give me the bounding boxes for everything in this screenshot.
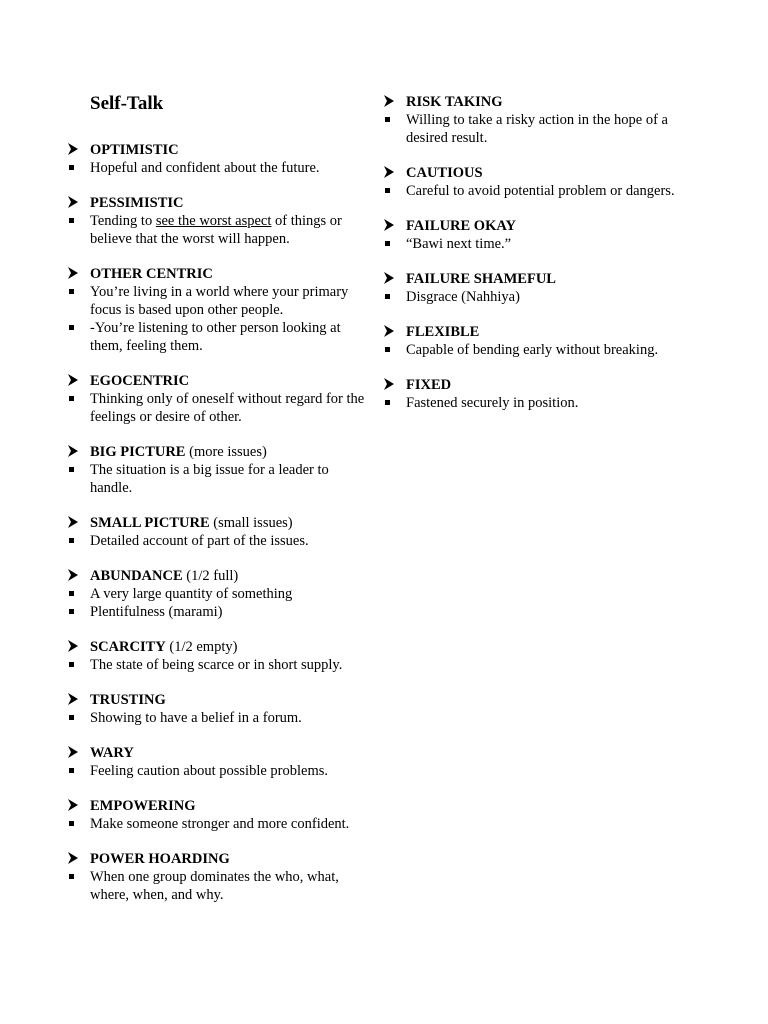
arrow-bullet-icon — [67, 568, 79, 582]
definition-text: Showing to have a belief in a forum. — [90, 710, 302, 726]
term-label: FAILURE SHAMEFUL — [406, 271, 556, 287]
term-label: PESSIMISTIC — [90, 195, 184, 211]
definition-text: of things or believe that the worst will happen. — [90, 213, 342, 247]
term-entry — [67, 443, 367, 497]
definition-item — [67, 319, 367, 355]
term-heading — [383, 217, 683, 235]
arrow-bullet-icon — [67, 444, 79, 458]
term-heading — [67, 514, 367, 532]
term-heading — [383, 323, 683, 341]
arrow-bullet-icon — [383, 165, 395, 179]
term-label: FIXED — [406, 377, 452, 393]
definition-text: Fastened securely in position. — [406, 395, 579, 411]
square-bullet-icon — [385, 294, 390, 299]
term-entry — [67, 194, 367, 248]
term-heading — [67, 850, 367, 868]
term-entry — [67, 744, 367, 780]
arrow-bullet-icon — [67, 851, 79, 865]
definition-item — [67, 390, 367, 426]
square-bullet-icon — [69, 768, 74, 773]
definition-text: Tending to — [90, 213, 156, 229]
definition-text: Careful to avoid potential problem or dangers. — [406, 183, 675, 199]
term-heading — [67, 443, 367, 461]
term-label: EGOCENTRIC — [90, 373, 190, 389]
term-entry — [383, 93, 683, 147]
definition-item — [67, 159, 367, 177]
term-entry — [67, 372, 367, 426]
square-bullet-icon — [69, 591, 74, 596]
arrow-bullet-icon — [67, 373, 79, 387]
definition-text: Hopeful and confident about the future. — [90, 160, 320, 176]
term-label: BIG PICTURE — [90, 444, 186, 460]
square-bullet-icon — [69, 218, 74, 223]
definition-item — [67, 656, 367, 674]
term-heading — [67, 141, 367, 159]
definition-text: The state of being scarce or in short supply. — [90, 657, 343, 673]
term-heading — [67, 567, 367, 585]
underlined-phrase: see the worst aspect — [155, 213, 272, 229]
square-bullet-icon — [385, 241, 390, 246]
term-note: (1/2 full) — [182, 568, 239, 584]
term-heading — [67, 691, 367, 709]
term-entry — [383, 164, 683, 200]
square-bullet-icon — [69, 609, 74, 614]
term-note: (more issues) — [185, 444, 267, 460]
arrow-bullet-icon — [67, 142, 79, 156]
term-label: WARY — [90, 745, 134, 761]
definition-item — [67, 461, 367, 497]
term-entry — [383, 376, 683, 412]
definition-text: A very large quantity of something — [90, 586, 293, 602]
right-column — [383, 93, 683, 429]
term-label: SCARCITY — [90, 639, 166, 655]
arrow-bullet-icon — [67, 745, 79, 759]
square-bullet-icon — [69, 662, 74, 667]
definition-item — [67, 283, 367, 319]
square-bullet-icon — [69, 325, 74, 330]
arrow-bullet-icon — [383, 218, 395, 232]
definition-item — [383, 394, 683, 412]
definition-item — [67, 815, 367, 833]
arrow-bullet-icon — [67, 515, 79, 529]
arrow-bullet-icon — [67, 266, 79, 280]
definition-text: Plentifulness (marami) — [90, 604, 223, 620]
term-label: FAILURE OKAY — [406, 218, 516, 234]
definition-item — [383, 235, 683, 253]
term-note: (small issues) — [209, 515, 293, 531]
definition-text: Thinking only of oneself without regard for the feelings or desire of other. — [90, 391, 365, 425]
definition-text: You’re living in a world where your primary focus is based upon other people. — [90, 284, 349, 318]
term-heading — [67, 797, 367, 815]
term-label: EMPOWERING — [90, 798, 196, 814]
term-heading — [67, 194, 367, 212]
term-entry — [67, 638, 367, 674]
term-heading — [383, 376, 683, 394]
definition-item — [383, 182, 683, 200]
definition-text: “Bawi next time.” — [406, 236, 512, 252]
term-heading — [67, 265, 367, 283]
arrow-bullet-icon — [67, 195, 79, 209]
arrow-bullet-icon — [67, 798, 79, 812]
page-title: Self-Talk — [90, 93, 164, 114]
definition-item — [383, 288, 683, 306]
definition-text: Make someone stronger and more confident. — [90, 816, 350, 832]
definition-item — [67, 709, 367, 727]
term-entry — [67, 691, 367, 727]
square-bullet-icon — [385, 117, 390, 122]
arrow-bullet-icon — [383, 377, 395, 391]
term-entry — [67, 567, 367, 621]
term-label: SMALL PICTURE — [90, 515, 210, 531]
definition-text: The situation is a big issue for a leader to handle. — [90, 462, 329, 496]
square-bullet-icon — [385, 188, 390, 193]
definition-item — [67, 532, 367, 550]
definition-text: Disgrace (Nahhiya) — [406, 289, 520, 305]
definition-text: Detailed account of part of the issues. — [90, 533, 309, 549]
arrow-bullet-icon — [67, 639, 79, 653]
term-label: TRUSTING — [90, 692, 166, 708]
square-bullet-icon — [69, 289, 74, 294]
definition-item — [383, 111, 683, 147]
definition-item — [383, 341, 683, 359]
square-bullet-icon — [69, 821, 74, 826]
arrow-bullet-icon — [383, 94, 395, 108]
term-entry — [67, 514, 367, 550]
square-bullet-icon — [69, 467, 74, 472]
definition-item — [67, 868, 367, 904]
square-bullet-icon — [69, 165, 74, 170]
left-column — [67, 141, 367, 921]
term-entry — [67, 850, 367, 904]
square-bullet-icon — [69, 538, 74, 543]
arrow-bullet-icon — [67, 692, 79, 706]
definition-text: Feeling caution about possible problems. — [90, 763, 329, 779]
definition-text: When one group dominates the who, what, where, when, and why. — [90, 869, 339, 903]
square-bullet-icon — [69, 396, 74, 401]
term-heading — [67, 372, 367, 390]
term-label: CAUTIOUS — [406, 165, 483, 181]
term-label: OPTIMISTIC — [90, 142, 179, 158]
term-heading — [383, 164, 683, 182]
arrow-bullet-icon — [383, 271, 395, 285]
definition-text: -You’re listening to other person looking at them, feeling them. — [90, 320, 341, 354]
definition-item — [67, 585, 367, 603]
term-label: ABUNDANCE — [90, 568, 183, 584]
term-label: OTHER CENTRIC — [90, 266, 213, 282]
arrow-bullet-icon — [383, 324, 395, 338]
definition-text: Willing to take a risky action in the hope of a desired result. — [406, 112, 668, 146]
term-entry — [67, 797, 367, 833]
term-entry — [383, 323, 683, 359]
term-entry — [67, 141, 367, 177]
term-heading — [67, 638, 367, 656]
definition-text: Capable of bending early without breaking. — [406, 342, 659, 358]
definition-item — [67, 212, 367, 248]
term-heading — [67, 744, 367, 762]
square-bullet-icon — [385, 347, 390, 352]
definition-item — [67, 603, 367, 621]
term-entry — [67, 265, 367, 355]
term-label: POWER HOARDING — [90, 851, 230, 867]
definition-item — [67, 762, 367, 780]
square-bullet-icon — [69, 874, 74, 879]
square-bullet-icon — [385, 400, 390, 405]
square-bullet-icon — [69, 715, 74, 720]
term-heading — [383, 270, 683, 288]
term-entry — [383, 217, 683, 253]
term-label: RISK TAKING — [406, 94, 503, 110]
term-note: (1/2 empty) — [165, 639, 238, 655]
term-label: FLEXIBLE — [406, 324, 480, 340]
term-heading — [383, 93, 683, 111]
term-entry — [383, 270, 683, 306]
